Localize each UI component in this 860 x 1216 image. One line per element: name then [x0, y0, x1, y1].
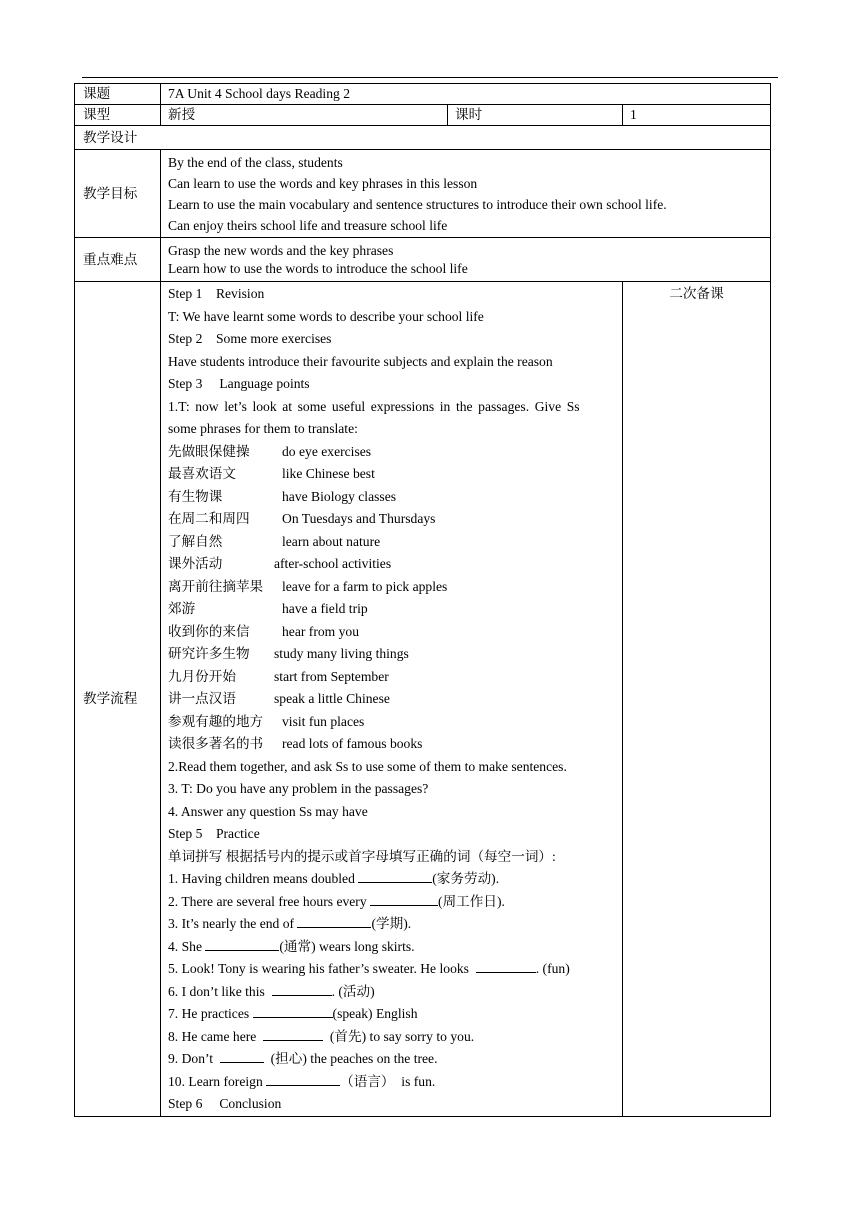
- step3-intro: 1.T: now let’s look at some useful expressions in the passages. Give Ss: [168, 398, 580, 414]
- phrase-chinese: 参观有趣的地方: [168, 713, 264, 729]
- exercise-item: [168, 1003, 615, 1026]
- exercise-hint: (周工作日).: [438, 893, 505, 909]
- exercise-text: 7. He practices: [168, 1006, 253, 1021]
- phrase-english: study many living things: [274, 646, 409, 661]
- answer-blank[interactable]: [253, 1004, 333, 1018]
- answer-blank[interactable]: [220, 1049, 264, 1063]
- exercise-hint: （语言） is fun.: [340, 1073, 436, 1089]
- keypoint-line: Learn how to use the words to introduce the school life: [168, 260, 468, 276]
- exercise-text: 4. She: [168, 938, 206, 954]
- exercise-hint: . (活动): [331, 983, 375, 999]
- process-content: [161, 282, 623, 1117]
- phrase-chinese: 了解自然: [168, 533, 223, 549]
- phrase-row: [168, 486, 615, 509]
- step3-heading: Step 3 Language points: [168, 376, 310, 391]
- phrase-row: [168, 576, 615, 599]
- exercise-item: [168, 1048, 615, 1071]
- exercise-item: [168, 1071, 615, 1094]
- phrase-chinese: 研究许多生物: [168, 646, 250, 661]
- step3-item: 2.Read them together, and ask Ss to use some of them to make sentences.: [168, 758, 567, 774]
- phrase-list: [168, 441, 615, 756]
- row-objectives: [75, 150, 771, 238]
- objective-line: Learn to use the main vocabulary and sentence structures to introduce their own school life.: [168, 196, 667, 212]
- phrase-english: after-school activities: [274, 556, 392, 571]
- exercise-hint: (speak) English: [332, 1006, 418, 1021]
- exercise-hint: (首先) to say sorry to you.: [323, 1028, 475, 1044]
- phrase-chinese: 郊游: [168, 601, 196, 616]
- phrase-chinese: 收到你的来信: [168, 623, 250, 639]
- phrase-english: read lots of famous books: [282, 736, 423, 751]
- exercise-item: [168, 913, 615, 936]
- topic-label: 课题: [75, 84, 161, 105]
- answer-blank[interactable]: [266, 1072, 340, 1086]
- row-design: [75, 126, 771, 150]
- phrase-english: have a field trip: [282, 601, 368, 616]
- design-label: 教学设计: [75, 126, 771, 150]
- lesson-plan-table: [74, 83, 771, 1117]
- phrase-chinese: 在周二和周四: [168, 511, 250, 526]
- phrase-chinese: 九月份开始: [168, 668, 236, 684]
- objective-line: Can learn to use the words and key phrases in this lesson: [168, 175, 478, 191]
- phrase-chinese: 课外活动: [168, 556, 223, 571]
- exercise-hint: (家务劳动).: [432, 871, 500, 886]
- period-value: 1: [623, 105, 771, 126]
- phrase-english: do eye exercises: [282, 443, 372, 459]
- phrase-chinese: 读很多著名的书: [168, 736, 264, 751]
- phrase-english: like Chinese best: [282, 466, 375, 481]
- phrase-row: [168, 463, 615, 486]
- phrase-row: [168, 441, 615, 464]
- step5-instructions: 单词拼写 根据括号内的提示或首字母填写正确的词（每空一词）:: [168, 848, 556, 864]
- exercise-text: 2. There are several free hours every: [168, 893, 371, 909]
- phrase-row: [168, 553, 615, 576]
- row-type: [75, 105, 771, 126]
- step3-item: 3. T: Do you have any problem in the passages?: [168, 781, 429, 796]
- exercise-text: 3. It’s nearly the end of: [168, 916, 298, 931]
- phrase-english: speak a little Chinese: [274, 691, 390, 706]
- step2-text: Have students introduce their favourite subjects and explain the reason: [168, 353, 553, 369]
- step5-heading: Step 5 Practice: [168, 826, 260, 841]
- phrase-chinese: 最喜欢语文: [168, 466, 236, 481]
- step1-text: T: We have learnt some words to describe your school life: [168, 308, 484, 324]
- objectives-label: 教学目标: [75, 150, 161, 238]
- process-label: 教学流程: [75, 282, 161, 1117]
- second-prep-column: [623, 282, 771, 1117]
- exercise-text: 6. I don’t like this: [168, 983, 272, 999]
- type-label: 课型: [75, 105, 161, 126]
- exercise-item: [168, 981, 615, 1004]
- keypoints-label: 重点难点: [75, 238, 161, 282]
- answer-blank[interactable]: [476, 959, 536, 973]
- phrase-english: have Biology classes: [282, 488, 397, 504]
- period-label: 课时: [448, 105, 623, 126]
- phrase-chinese: 有生物课: [168, 488, 223, 504]
- phrase-row: [168, 621, 615, 644]
- type-value: 新授: [161, 105, 448, 126]
- row-topic: [75, 84, 771, 105]
- phrase-row: [168, 711, 615, 734]
- exercise-item: [168, 891, 615, 914]
- answer-blank[interactable]: [297, 914, 371, 928]
- row-keypoints: [75, 238, 771, 282]
- row-process: [75, 282, 771, 1117]
- phrase-english: On Tuesdays and Thursdays: [282, 511, 436, 526]
- keypoints-content: [161, 238, 771, 282]
- step3-item: 4. Answer any question Ss may have: [168, 803, 368, 819]
- phrase-chinese: 讲一点汉语: [168, 691, 236, 706]
- second-prep-label: 二次备课: [669, 286, 724, 301]
- exercise-hint: (通常) wears long skirts.: [279, 938, 415, 954]
- answer-blank[interactable]: [205, 937, 279, 951]
- phrase-english: hear from you: [282, 623, 360, 639]
- exercise-hint: (学期).: [371, 916, 412, 931]
- phrase-row: [168, 508, 615, 531]
- phrase-english: start from September: [274, 668, 389, 684]
- phrase-row: [168, 598, 615, 621]
- topic-value: 7A Unit 4 School days Reading 2: [161, 84, 771, 105]
- exercise-hint: . (fun): [535, 961, 570, 976]
- phrase-chinese: 离开前往摘苹果: [168, 578, 264, 594]
- phrase-english: learn about nature: [282, 533, 381, 549]
- step1-heading: Step 1 Revision: [168, 286, 265, 301]
- phrase-row: [168, 643, 615, 666]
- exercise-text: 9. Don’t: [168, 1051, 220, 1066]
- objective-line: By the end of the class, students: [168, 154, 343, 170]
- objectives-content: [161, 150, 771, 238]
- phrase-row: [168, 733, 615, 756]
- exercise-hint: (担心) the peaches on the tree.: [263, 1051, 438, 1066]
- phrase-english: leave for a farm to pick apples: [282, 578, 448, 594]
- step3-intro: some phrases for them to translate:: [168, 421, 358, 436]
- phrase-row: [168, 666, 615, 689]
- step2-heading: Step 2 Some more exercises: [168, 331, 332, 346]
- phrase-row: [168, 531, 615, 554]
- answer-blank[interactable]: [263, 1027, 323, 1041]
- exercise-text: 8. He came here: [168, 1028, 264, 1044]
- answer-blank[interactable]: [272, 982, 332, 996]
- keypoint-line: Grasp the new words and the key phrases: [168, 242, 394, 258]
- phrase-row: [168, 688, 615, 711]
- phrase-english: visit fun places: [282, 713, 365, 729]
- phrase-chinese: 先做眼保健操: [168, 443, 250, 459]
- objective-line: Can enjoy theirs school life and treasure school life: [168, 217, 448, 233]
- header-rule: [82, 77, 778, 78]
- exercise-item: [168, 958, 615, 981]
- exercise-text: 1. Having children means doubled: [168, 871, 359, 886]
- answer-blank[interactable]: [358, 869, 432, 883]
- exercise-text: 10. Learn foreign: [168, 1073, 267, 1089]
- exercise-item: [168, 868, 615, 891]
- answer-blank[interactable]: [370, 892, 438, 906]
- exercise-item: [168, 1026, 615, 1049]
- exercise-item: [168, 936, 615, 959]
- exercise-list: [168, 868, 615, 1093]
- step6-heading: Step 6 Conclusion: [168, 1096, 282, 1111]
- exercise-text: 5. Look! Tony is wearing his father’s sweater. He looks: [168, 961, 476, 976]
